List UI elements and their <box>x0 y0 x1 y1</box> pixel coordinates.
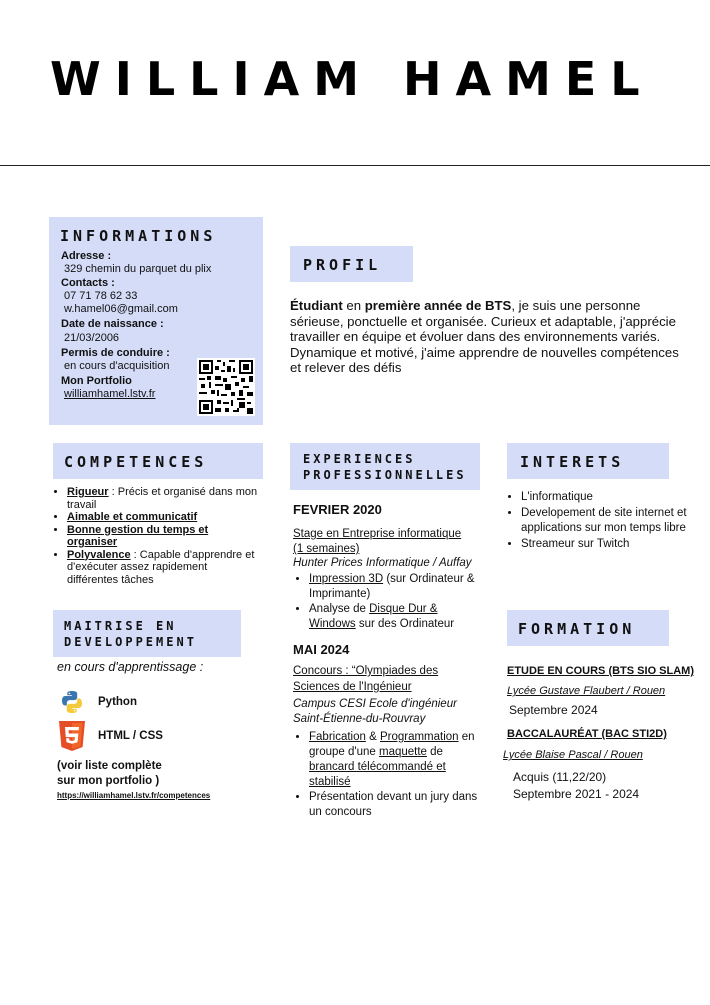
contacts-label: Contacts : <box>61 277 115 289</box>
competences-heading: COMPETENCES <box>64 453 208 471</box>
list-item: • Bonne gestion du temps et organiser <box>67 524 258 549</box>
competences-link[interactable]: https://williamhamel.lstv.fr/competences <box>57 791 211 800</box>
list-item: • Fabrication & Programmation en groupe d'une maquette de brancard télécommandé et stabilisé <box>309 730 487 790</box>
formation-2-result: Acquis (11,22/20) <box>513 770 607 784</box>
portfolio-label: Mon Portfolio <box>61 375 132 387</box>
birth-value: 21/03/2006 <box>64 332 120 344</box>
maitrise-note: (voir liste complète sur mon portfolio ) <box>57 760 162 787</box>
list-item: • Rigueur : Précis et organisé dans mon travail <box>67 486 258 511</box>
list-item: • L'informatique <box>521 490 687 506</box>
phone-value: 07 71 78 62 33 <box>64 290 138 302</box>
profil-bold-1: Étudiant <box>290 298 343 313</box>
formation-1-title: ETUDE EN COURS (BTS SIO SLAM) <box>507 665 695 677</box>
birth-label: Date de naissance : <box>61 318 164 330</box>
experience-1-title: Stage en Entreprise informatique (1 semaines) <box>293 528 462 555</box>
formation-heading: FORMATION <box>518 620 636 638</box>
list-item: • Developement de site internet et applications sur mon temps libre <box>521 506 687 537</box>
formation-1-date: Septembre 2024 <box>509 703 598 717</box>
profil-heading-box <box>290 246 413 282</box>
html5-icon <box>57 720 87 752</box>
experiences-heading-line1: EXPERIENCES <box>303 452 416 466</box>
informations-heading: INFORMATIONS <box>60 227 217 245</box>
maitrise-heading-line2: DEVELOPPEMENT <box>64 635 197 649</box>
person-name: WILLIAM HAMEL <box>50 52 654 106</box>
profil-text <box>290 298 680 376</box>
list-item: • Streameur sur Twitch <box>521 537 687 553</box>
list-item: • Polyvalence : Capable d'apprendre et d'exécuter assez rapidement différentes tâches <box>67 549 258 587</box>
experiences-heading-line2: PROFESSIONNELLES <box>303 468 467 482</box>
header-divider <box>0 165 710 166</box>
experience-1-place: Hunter Prices Informatique / Auffay <box>293 557 472 569</box>
maitrise-heading-line1: MAITRISE EN <box>64 619 177 633</box>
html-css-label: HTML / CSS <box>98 730 163 742</box>
experience-2-title: Concours : “Olympiades des Sciences de l'Ingénieur <box>293 665 439 693</box>
formation-2-school: Lycée Blaise Pascal / Rouen <box>503 749 643 761</box>
profil-text-2: en <box>342 298 365 313</box>
list-item: • Analyse de Disque Dur & Windows sur des Ordinateur <box>309 602 487 632</box>
formation-2-title: BACCALAURÉAT (BAC STI2D) <box>507 728 667 740</box>
formation-1-school: Lycée Gustave Flaubert / Rouen <box>507 685 666 697</box>
portfolio-qr-code[interactable] <box>197 358 255 416</box>
experience-1-date: FEVRIER 2020 <box>293 502 382 517</box>
maitrise-subtitle: en cours d'apprentissage : <box>57 660 204 674</box>
python-icon <box>60 690 84 714</box>
portfolio-link[interactable]: williamhamel.lstv.fr <box>64 388 156 400</box>
competences-heading-box <box>53 443 263 479</box>
python-label: Python <box>98 696 137 708</box>
profil-heading: PROFIL <box>303 256 382 274</box>
experiences-heading-box <box>290 443 480 490</box>
experience-2-place: Campus CESI Ecole d'ingénieur Saint-Étienne-du-Rouvray <box>293 698 457 725</box>
experience-2-date: MAI 2024 <box>293 642 350 657</box>
interets-heading-box <box>507 443 669 479</box>
email-value: w.hamel06@gmail.com <box>64 303 178 315</box>
interets-heading: INTERETS <box>520 453 625 471</box>
list-item: • Impression 3D (sur Ordinateur & Imprimante) <box>309 572 487 602</box>
interets-list <box>507 490 687 552</box>
profil-text-4: , je suis une personne sérieuse, ponctuelle et organisée. Curieux et adaptable, j'apprécie travailler en équipe et évoluer dans des environnements variés. Dynamique et motivé, j'aime apprendre de nouvelles compétences et relever des défis <box>290 298 679 375</box>
address-value: 329 chemin du parquet du plix <box>64 263 212 275</box>
experience-1-list <box>295 572 487 632</box>
formation-2-date: Septembre 2021 - 2024 <box>513 787 640 801</box>
license-label: Permis de conduire : <box>61 347 170 359</box>
formation-heading-box <box>507 610 669 646</box>
license-value: en cours d'acquisition <box>64 360 170 372</box>
address-label: Adresse : <box>61 250 112 262</box>
list-item: • Présentation devant un jury dans un concours <box>309 790 487 820</box>
competences-list <box>53 486 258 586</box>
list-item: • Aimable et communicatif <box>67 511 258 524</box>
maitrise-heading-box <box>53 610 241 657</box>
profil-bold-2: première année de BTS <box>364 298 512 313</box>
experience-2-list <box>295 730 487 820</box>
